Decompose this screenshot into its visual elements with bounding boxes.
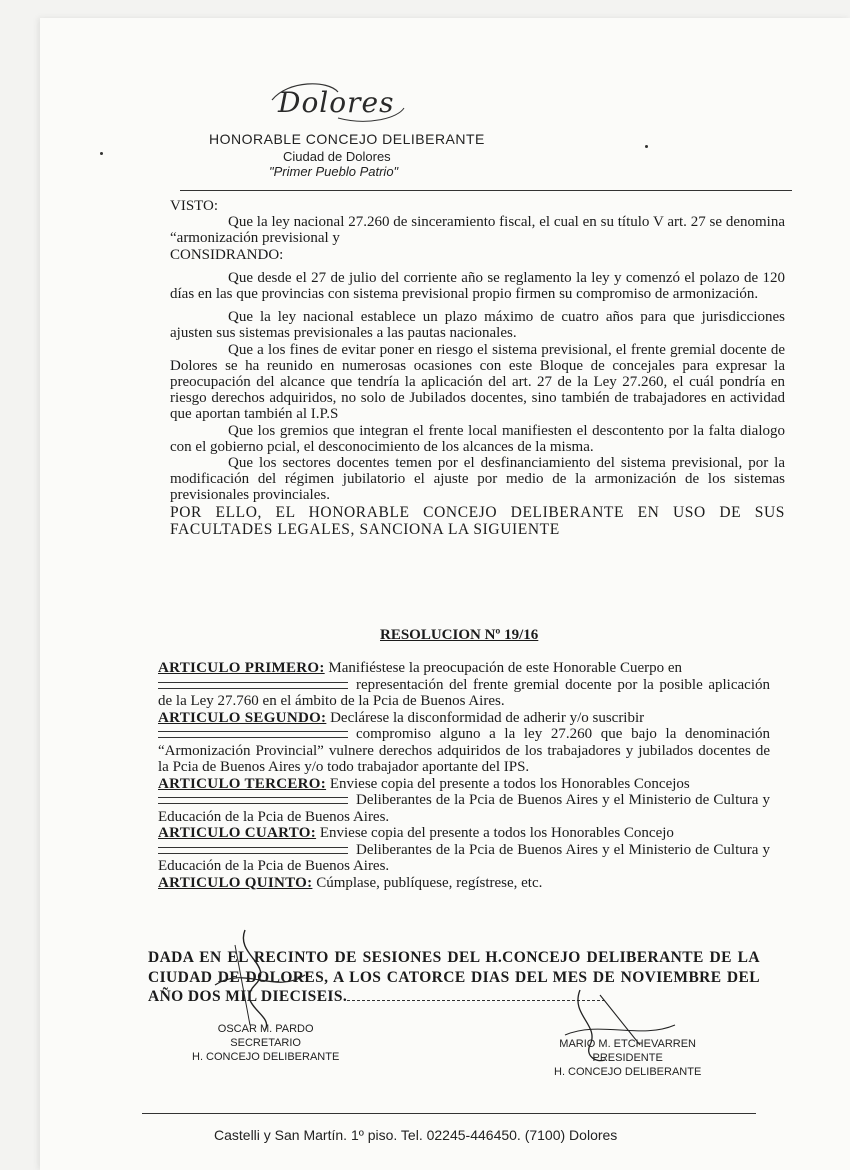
- article-2: [158, 710, 770, 776]
- city-name: Ciudad de Dolores: [283, 149, 391, 164]
- resolution-title: RESOLUCION Nº 19/16: [380, 627, 539, 643]
- considerando-paragraph-1: Que desde el 27 de julio del corriente año se reglamento la ley y comenzó el polazo de 120 días en las que provincias con sistema previsional propio firmen su compromiso de armonización.: [170, 269, 785, 303]
- article-lead: Manifiéstese la preocupación de este Honorable Cuerpo en: [328, 660, 683, 676]
- article-5: [158, 875, 770, 892]
- institution-name: HONORABLE CONCEJO DELIBERANTE: [209, 131, 485, 147]
- visto-paragraph: Que la ley nacional 27.260 de sinceramiento fiscal, el cual en su título V art. 27 se denomina “armonización previsional y: [170, 214, 785, 247]
- article-text: compromiso alguno a la ley 27.260 que bajo la denominación “Armonización Provincial” vulnere derechos adquiridos de los trabajadores y jubilados docentes de la Pcia de Buenos Aires y/o todo trabajador aportante del IPS.: [158, 726, 770, 775]
- document-body: [170, 198, 785, 538]
- signatory-role: PRESIDENTE: [592, 1052, 663, 1064]
- double-rule: [158, 847, 348, 854]
- signatory-name: OSCAR M. PARDO: [217, 1023, 314, 1035]
- article-4: [158, 825, 770, 875]
- double-rule: [158, 731, 348, 738]
- signatory-name: MARIO M. ETCHEVARREN: [559, 1038, 696, 1050]
- article-lead: Declárese la disconformidad de adherir y/o suscribir: [330, 709, 645, 726]
- article-heading: ARTICULO CUARTO:: [158, 825, 317, 841]
- article-1: [158, 660, 770, 710]
- article-lead: Enviese copia del presente a todos los Honorables Concejo: [319, 825, 674, 841]
- article-3: [158, 776, 770, 826]
- article-heading: ARTICULO QUINTO:: [158, 874, 313, 891]
- dada-text: DADA EN EL RECINTO DE SESIONES DEL H.CONCEJO DELIBERANTE DE LA CIUDAD DE DOLORES, A LOS CATORCE DIAS DEL MES DE NOVIEMBRE DEL AÑO DOS MIL DIECISEIS.: [148, 949, 760, 1005]
- footer-rule: [142, 1113, 756, 1114]
- scan-speck: [100, 152, 103, 155]
- motto: "Primer Pueblo Patrio": [269, 164, 399, 179]
- articles-list: [158, 660, 770, 891]
- signature-block-secretary: [192, 1022, 339, 1064]
- signatory-org: H. CONCEJO DELIBERANTE: [554, 1066, 702, 1078]
- signatory-role: SECRETARIO: [230, 1037, 301, 1049]
- considerando-paragraph-2: Que la ley nacional establece un plazo máximo de cuatro años para que jurisdicciones ajusten sus sistemas previsionales a las pautas nacionales.: [170, 309, 785, 342]
- signature-block-president: [554, 1037, 701, 1079]
- article-text: Deliberantes de la Pcia de Buenos Aires y el Ministerio de Cultura y Educación de la Pcia de Buenos Aires.: [158, 792, 770, 825]
- visto-heading: VISTO:: [170, 198, 219, 214]
- logo-text: Dolores: [278, 86, 395, 119]
- article-heading: ARTICULO PRIMERO:: [158, 660, 325, 676]
- double-rule: [158, 797, 348, 804]
- article-text: Deliberantes de la Pcia de Buenos Aires y el Ministerio de Cultura y Educación de la Pcia de Buenos Aires.: [158, 841, 770, 874]
- signature-scribble-left: [205, 925, 315, 1035]
- double-rule: [158, 682, 348, 689]
- footer-address: Castelli y San Martín. 1º piso. Tel. 02245-446450. (7100) Dolores: [214, 1127, 618, 1143]
- por-ello-clause: POR ELLO, EL HONORABLE CONCEJO DELIBERANTE EN USO DE SUS FACULTADES LEGALES, SANCIONA LA SIGUIENTE: [170, 503, 785, 538]
- article-lead: Enviese copia del presente a todos los Honorables Concejos: [329, 775, 690, 792]
- article-heading: ARTICULO SEGUNDO:: [158, 709, 327, 726]
- considerando-heading: CONSIDRANDO:: [170, 246, 284, 263]
- article-lead: Cúmplase, publíquese, regístrese, etc.: [316, 874, 543, 891]
- considerando-paragraph-4: Que los gremios que integran el frente local manifiesten el descontento por la falta dialogo con el gobierno pcial, el desconocimiento de los alcances de la misma.: [170, 422, 785, 455]
- article-text: representación del frente gremial docente por la posible aplicación de la Ley 27.760 en el ámbito de la Pcia de Buenos Aires.: [158, 676, 770, 709]
- considerando-paragraph-3: Que a los fines de evitar poner en riesgo el sistema previsional, el frente gremial docente de Dolores se ha reunido en numerosas ocasiones con este Bloque de concejales para expresar la preocupación del alcance que tendría la aplicación del art. 27 de la Ley 27.260, el cuál pondría en riesgo derechos adquiridos, no solo de Jubilados docentes, sino también de trabajadores en actividad que aportan también al I.P.S: [170, 341, 785, 423]
- article-heading: ARTICULO TERCERO:: [158, 775, 327, 792]
- scan-speck: [645, 145, 648, 148]
- header-rule: [180, 190, 792, 191]
- considerando-paragraph-5: Que los sectores docentes temen por el desfinanciamiento del sistema previsional, por la modificación del régimen jubilatorio el ajuste por medio de la armonización de los sistemas previsionales provinciales.: [170, 455, 785, 504]
- signatory-org: H. CONCEJO DELIBERANTE: [192, 1051, 340, 1063]
